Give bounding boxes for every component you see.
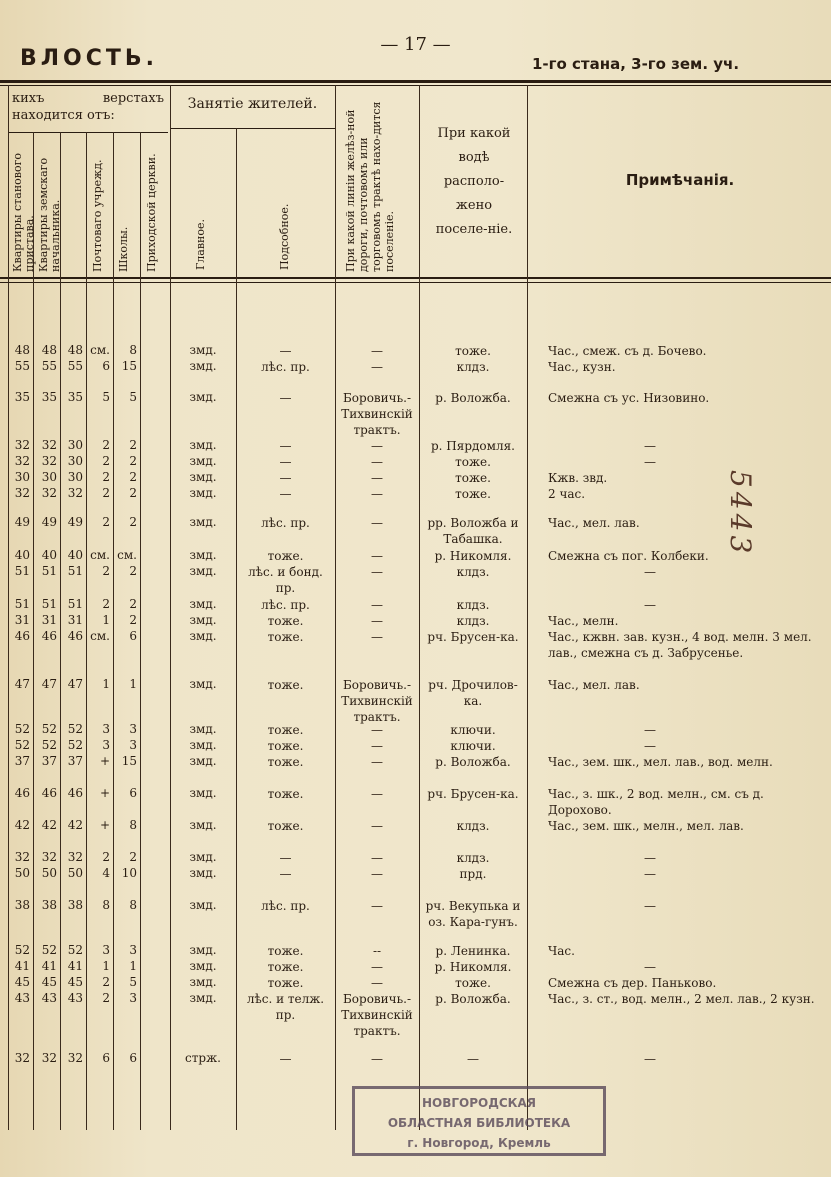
distance-cell: 42 xyxy=(67,818,83,832)
distance-cell: 37 xyxy=(41,754,57,768)
note-cell: Час., зем. шк., мелн., мел. лав. xyxy=(548,819,744,833)
distance-cell: 6 xyxy=(129,786,137,800)
distance-cell: 51 xyxy=(67,597,83,611)
occupation-main-cell: змд. xyxy=(189,850,217,864)
route-cell: — xyxy=(371,755,383,769)
water-cell: р. Воложба. xyxy=(435,391,511,405)
note-cell: Час., смеж. съ д. Бочево. xyxy=(548,344,707,358)
col-header-post: Почтоваго учрежд. xyxy=(91,159,104,272)
col-header-notes: Примѣчанія. xyxy=(625,171,735,189)
note-cell: 2 час. xyxy=(548,487,586,501)
page-number: — 17 — xyxy=(380,34,451,55)
occupation-sub-cell: — xyxy=(279,439,292,453)
occupation-sub-cell: тоже. xyxy=(267,678,304,692)
occupation-sub-cell: тоже. xyxy=(267,723,304,737)
distance-cell: 32 xyxy=(14,486,30,500)
route-cell: — xyxy=(371,1052,383,1066)
water-cell: клдз. xyxy=(456,360,490,374)
route-cell: Боровичь.- Тихвинскій трактъ. xyxy=(341,678,413,724)
occupation-sub-cell: тоже. xyxy=(267,630,304,644)
note-cell: — xyxy=(644,1052,656,1066)
route-cell: — xyxy=(371,630,383,644)
distance-cell: 52 xyxy=(67,722,83,736)
distance-cell: 37 xyxy=(67,754,83,768)
distance-cell: 51 xyxy=(14,564,30,578)
water-cell: прд. xyxy=(459,867,487,881)
occupation-main-cell: змд. xyxy=(189,438,217,452)
stamp-line-1: НОВГОРОДСКАЯ xyxy=(421,1096,537,1110)
note-cell: Час., зем. шк., мел. лав., вод. мелн. xyxy=(548,755,773,769)
distance-cell: 31 xyxy=(14,613,30,627)
distance-cell: 46 xyxy=(41,629,57,643)
distance-cell: 2 xyxy=(129,597,137,611)
distance-cell: 2 xyxy=(102,975,110,989)
distance-cell: 6 xyxy=(102,1051,110,1065)
occupation-sub-cell: — xyxy=(279,1052,292,1066)
route-cell: — xyxy=(371,344,383,358)
distance-group-header: кихъ верстахъ находится отъ: xyxy=(12,91,164,123)
distance-cell: 2 xyxy=(129,438,137,452)
water-cell: тоже. xyxy=(455,344,491,358)
water-cell: р. Никомля. xyxy=(434,960,512,974)
route-cell: — xyxy=(371,565,383,579)
distance-cell: 38 xyxy=(14,898,30,912)
occupation-main-cell: змд. xyxy=(189,738,217,752)
distance-cell: 2 xyxy=(102,486,110,500)
distance-cell: 2 xyxy=(129,454,137,468)
note-cell: Час., мел. лав. xyxy=(548,678,640,692)
note-cell: — xyxy=(644,565,656,579)
route-cell: Боровичь.- Тихвинскій трактъ. xyxy=(341,992,413,1038)
occupation-sub-cell: тоже. xyxy=(267,960,304,974)
distance-cell: 32 xyxy=(67,1051,83,1065)
distance-cell: 32 xyxy=(14,438,30,452)
note-cell: Час., кжвн. зав. кузн., 4 вод. мелн. 3 мел. лав., смежна съ д. Забрусенье. xyxy=(548,630,812,660)
distance-cell: 2 xyxy=(102,991,110,1005)
distance-cell: 45 xyxy=(41,975,57,989)
distance-cell: 2 xyxy=(102,438,110,452)
distance-cell: 51 xyxy=(67,564,83,578)
water-cell: р. Ленинка. xyxy=(435,944,511,958)
distance-cell: см. xyxy=(90,343,110,357)
note-cell: Смежна съ пог. Колбеки. xyxy=(548,549,709,563)
distance-cell: 30 xyxy=(14,470,30,484)
note-cell: — xyxy=(644,867,656,881)
distance-cell: 4 xyxy=(102,866,110,880)
water-cell: клдз. xyxy=(456,565,490,579)
occupation-main-cell: змд. xyxy=(189,975,217,989)
col-header-occ-sub: Подсобное. xyxy=(278,203,291,270)
distance-cell: 8 xyxy=(129,818,137,832)
distance-cell: 35 xyxy=(67,390,83,404)
occupation-main-cell: змд. xyxy=(189,722,217,736)
occupation-sub-cell: тоже. xyxy=(267,614,304,628)
water-cell: тоже. xyxy=(455,487,491,501)
occupation-main-cell: змд. xyxy=(189,677,217,691)
distance-cell: 47 xyxy=(14,677,30,691)
distance-cell: 3 xyxy=(102,722,110,736)
distance-cell: 40 xyxy=(67,548,83,562)
distance-cell: 2 xyxy=(102,850,110,864)
distance-cell: 41 xyxy=(67,959,83,973)
distance-cell: 43 xyxy=(67,991,83,1005)
occupation-sub-cell: лѣс. пр. xyxy=(261,598,310,612)
distance-cell: 3 xyxy=(129,738,137,752)
distance-cell: 8 xyxy=(129,343,137,357)
occupation-main-cell: змд. xyxy=(189,548,217,562)
distance-cell: 15 xyxy=(121,754,137,768)
note-cell: — xyxy=(644,455,656,469)
distance-cell: 30 xyxy=(67,438,83,452)
distance-cell: 6 xyxy=(102,359,110,373)
water-cell: рч. Брусен-ка. xyxy=(427,787,519,801)
distance-cell: 50 xyxy=(67,866,83,880)
distance-cell: 3 xyxy=(102,943,110,957)
distance-cell: 32 xyxy=(67,486,83,500)
distance-cell: 2 xyxy=(129,470,137,484)
distance-cell: 52 xyxy=(14,722,30,736)
distance-cell: 46 xyxy=(41,786,57,800)
occupation-sub-cell: — xyxy=(279,867,292,881)
distance-cell: + xyxy=(99,818,110,832)
distance-cell: 55 xyxy=(67,359,83,373)
note-cell: Час., з. ст., вод. мелн., 2 мел. лав., 2 кузн. xyxy=(548,992,815,1006)
note-cell: — xyxy=(644,899,656,913)
occupation-main-cell: змд. xyxy=(189,818,217,832)
distance-cell: 1 xyxy=(129,959,137,973)
occupation-main-cell: змд. xyxy=(189,754,217,768)
distance-cell: + xyxy=(99,754,110,768)
col-header-water: При какой водѣ располо-жено поселе-ніе. xyxy=(435,126,513,237)
water-cell: р. Воложба. xyxy=(435,992,511,1006)
distance-cell: 40 xyxy=(41,548,57,562)
distance-cell: 42 xyxy=(14,818,30,832)
water-cell: клдз. xyxy=(456,614,490,628)
route-cell: — xyxy=(371,360,383,374)
distance-cell: 6 xyxy=(129,629,137,643)
distance-cell: 47 xyxy=(41,677,57,691)
note-cell: — xyxy=(644,723,656,737)
route-cell: — xyxy=(371,455,383,469)
distance-cell: 5 xyxy=(129,390,137,404)
note-cell: Смежна съ ус. Низовино. xyxy=(548,391,710,405)
distance-cell: 32 xyxy=(14,454,30,468)
distance-cell: 32 xyxy=(67,850,83,864)
occupation-main-cell: змд. xyxy=(189,613,217,627)
distance-cell: + xyxy=(99,786,110,800)
water-cell: рч. Дрочилов-ка. xyxy=(428,678,518,708)
distance-cell: 38 xyxy=(41,898,57,912)
distance-cell: 51 xyxy=(14,597,30,611)
occupation-sub-cell: — xyxy=(279,455,292,469)
occupation-main-cell: стрж. xyxy=(185,1051,221,1065)
distance-cell: 30 xyxy=(67,454,83,468)
distance-cell: 37 xyxy=(14,754,30,768)
stamp-line-2: ОБЛАСТНАЯ БИБЛИОТЕКА xyxy=(387,1116,571,1130)
distance-cell: 10 xyxy=(121,866,137,880)
occupation-main-cell: змд. xyxy=(189,597,217,611)
distance-cell: 52 xyxy=(14,943,30,957)
col-header-zemsky: Квартиры земскаго начальника. xyxy=(37,157,62,272)
route-cell: — xyxy=(371,598,383,612)
occupation-group-header: Занятіе жителей. xyxy=(187,96,318,112)
note-cell: Час., кузн. xyxy=(548,360,616,374)
water-cell: ключи. xyxy=(450,723,496,737)
note-cell: Час., з. шк., 2 вод. мелн., см. съ д. Дорохово. xyxy=(548,787,764,817)
distance-cell: 46 xyxy=(67,786,83,800)
distance-cell: 55 xyxy=(41,359,57,373)
occupation-main-cell: змд. xyxy=(189,943,217,957)
header-volost: ВЛОСТЬ. xyxy=(20,46,159,71)
route-cell: — xyxy=(371,723,383,737)
distance-cell: 3 xyxy=(129,991,137,1005)
route-cell: — xyxy=(371,851,383,865)
distance-cell: 2 xyxy=(102,597,110,611)
note-cell: Смежна съ дер. Паньково. xyxy=(548,976,717,990)
route-cell: — xyxy=(371,471,383,485)
distance-cell: 35 xyxy=(41,390,57,404)
distance-cell: 32 xyxy=(14,850,30,864)
distance-cell: 45 xyxy=(14,975,30,989)
distance-cell: 2 xyxy=(102,470,110,484)
route-cell: — xyxy=(371,549,383,563)
distance-cell: 32 xyxy=(41,1051,57,1065)
distance-cell: 1 xyxy=(102,959,110,973)
occupation-main-cell: змд. xyxy=(189,959,217,973)
distance-cell: 2 xyxy=(129,564,137,578)
occupation-main-cell: змд. xyxy=(189,454,217,468)
note-cell: Час., мелн. xyxy=(548,614,619,628)
note-cell: Час., мел. лав. xyxy=(548,516,640,530)
distance-cell: 2 xyxy=(129,850,137,864)
distance-cell: 46 xyxy=(67,629,83,643)
occupation-main-cell: змд. xyxy=(189,898,217,912)
route-cell: — xyxy=(371,439,383,453)
distance-cell: 50 xyxy=(14,866,30,880)
distance-cell: 31 xyxy=(67,613,83,627)
distance-cell: 49 xyxy=(67,515,83,529)
distance-cell: 8 xyxy=(102,898,110,912)
route-cell: — xyxy=(371,516,383,530)
distance-cell: 32 xyxy=(41,454,57,468)
distance-cell: 52 xyxy=(14,738,30,752)
route-cell: — xyxy=(371,487,383,501)
water-cell: тоже. xyxy=(455,976,491,990)
distance-cell: 46 xyxy=(14,629,30,643)
occupation-main-cell: змд. xyxy=(189,786,217,800)
occupation-sub-cell: — xyxy=(279,851,292,865)
distance-cell: 1 xyxy=(102,677,110,691)
occupation-main-cell: змд. xyxy=(189,564,217,578)
distance-cell: 42 xyxy=(41,818,57,832)
distance-cell: 55 xyxy=(14,359,30,373)
distance-cell: 51 xyxy=(41,564,57,578)
distance-cell: 3 xyxy=(102,738,110,752)
distance-cell: 5 xyxy=(129,975,137,989)
occupation-sub-cell: лѣс. пр. xyxy=(261,360,310,374)
occupation-sub-cell: тоже. xyxy=(267,819,304,833)
distance-cell: 43 xyxy=(41,991,57,1005)
distance-cell: 32 xyxy=(41,438,57,452)
distance-cell: 38 xyxy=(67,898,83,912)
note-cell: Кжв. звд. xyxy=(548,471,608,485)
water-cell: р. Пярдомля. xyxy=(431,439,515,453)
distance-cell: 5 xyxy=(102,390,110,404)
distance-cell: 30 xyxy=(67,470,83,484)
occupation-main-cell: змд. xyxy=(189,390,217,404)
water-cell: клдз. xyxy=(456,598,490,612)
water-cell: тоже. xyxy=(455,471,491,485)
handwritten-number: 5443 xyxy=(724,470,757,558)
route-cell: — xyxy=(371,614,383,628)
distance-cell: 32 xyxy=(14,1051,30,1065)
distance-cell: 30 xyxy=(41,470,57,484)
occupation-sub-cell: — xyxy=(279,487,292,501)
distance-cell: 40 xyxy=(14,548,30,562)
water-cell: р. Никомля. xyxy=(434,549,512,563)
distance-cell: 31 xyxy=(41,613,57,627)
occupation-sub-cell: лѣс. и телж. пр. xyxy=(246,992,325,1022)
occupation-main-cell: змд. xyxy=(189,991,217,1005)
occupation-sub-cell: — xyxy=(279,391,292,405)
note-cell: — xyxy=(644,439,656,453)
note-cell: — xyxy=(644,739,656,753)
route-cell: — xyxy=(371,739,383,753)
distance-cell: 51 xyxy=(41,597,57,611)
occupation-sub-cell: тоже. xyxy=(267,787,304,801)
distance-cell: 49 xyxy=(14,515,30,529)
occupation-sub-cell: — xyxy=(279,344,292,358)
water-cell: рч. Брусен-ка. xyxy=(427,630,519,644)
distance-cell: 50 xyxy=(41,866,57,880)
route-cell: -- xyxy=(372,944,382,958)
route-cell: — xyxy=(371,899,383,913)
distance-cell: 49 xyxy=(41,515,57,529)
route-cell: — xyxy=(371,819,383,833)
distance-cell: 41 xyxy=(41,959,57,973)
occupation-sub-cell: лѣс. пр. xyxy=(261,899,310,913)
occupation-main-cell: змд. xyxy=(189,629,217,643)
distance-cell: 52 xyxy=(67,738,83,752)
occupation-sub-cell: лѣс. пр. xyxy=(261,516,310,530)
occupation-main-cell: змд. xyxy=(189,515,217,529)
distance-cell: 3 xyxy=(129,943,137,957)
distance-cell: 52 xyxy=(67,943,83,957)
water-cell: клдз. xyxy=(456,819,490,833)
distance-cell: 32 xyxy=(41,850,57,864)
distance-cell: 46 xyxy=(14,786,30,800)
water-cell: рр. Воложба и Табашка. xyxy=(427,516,519,546)
occupation-sub-cell: лѣс. и бонд. пр. xyxy=(248,565,323,595)
distance-cell: 6 xyxy=(129,1051,137,1065)
water-cell: ключи. xyxy=(450,739,496,753)
distance-cell: 2 xyxy=(129,613,137,627)
distance-cell: 48 xyxy=(14,343,30,357)
distance-cell: 2 xyxy=(129,515,137,529)
route-cell: — xyxy=(371,976,383,990)
distance-cell: см. xyxy=(90,548,110,562)
occupation-main-cell: змд. xyxy=(189,486,217,500)
route-cell: — xyxy=(371,787,383,801)
water-cell: тоже. xyxy=(455,455,491,469)
col-header-occ-main: Главное. xyxy=(194,219,207,270)
occupation-main-cell: змд. xyxy=(189,866,217,880)
distance-cell: 47 xyxy=(67,677,83,691)
distance-cell: 2 xyxy=(129,486,137,500)
route-cell: — xyxy=(371,867,383,881)
distance-cell: 1 xyxy=(129,677,137,691)
occupation-sub-cell: тоже. xyxy=(267,976,304,990)
distance-cell: 15 xyxy=(121,359,137,373)
distance-cell: 52 xyxy=(41,722,57,736)
note-cell: — xyxy=(644,598,656,612)
route-cell: — xyxy=(371,960,383,974)
distance-cell: 2 xyxy=(102,515,110,529)
occupation-main-cell: змд. xyxy=(189,343,217,357)
stamp-line-3: г. Новгород, Кремль xyxy=(407,1136,551,1150)
col-header-school: Школы. xyxy=(117,226,130,272)
occupation-sub-cell: тоже. xyxy=(267,549,304,563)
occupation-main-cell: змд. xyxy=(189,470,217,484)
library-stamp xyxy=(352,1086,606,1156)
distance-cell: 48 xyxy=(41,343,57,357)
note-cell: — xyxy=(644,851,656,865)
distance-cell: 41 xyxy=(14,959,30,973)
water-cell: — xyxy=(467,1052,479,1066)
occupation-sub-cell: — xyxy=(279,471,292,485)
note-cell: — xyxy=(644,960,656,974)
note-cell: Час. xyxy=(548,944,575,958)
water-cell: р. Воложба. xyxy=(435,755,511,769)
distance-cell: 32 xyxy=(41,486,57,500)
distance-cell: см. xyxy=(90,629,110,643)
col-header-route: При какой линіи желѣз-ной дороги, почтовомъ или торговомъ трактѣ нахо-дится поселеніе. xyxy=(344,101,396,272)
col-header-church: Приходской церкви. xyxy=(145,153,158,272)
distance-cell: 1 xyxy=(102,613,110,627)
distance-cell: 45 xyxy=(67,975,83,989)
occupation-sub-cell: тоже. xyxy=(267,944,304,958)
distance-cell: 2 xyxy=(102,454,110,468)
distance-cell: 52 xyxy=(41,738,57,752)
occupation-sub-cell: тоже. xyxy=(267,739,304,753)
route-cell: Боровичь.- Тихвинскій трактъ. xyxy=(341,391,413,437)
occupation-main-cell: змд. xyxy=(189,359,217,373)
distance-cell: 35 xyxy=(14,390,30,404)
occupation-sub-cell: тоже. xyxy=(267,755,304,769)
distance-cell: см. xyxy=(117,548,137,562)
distance-cell: 48 xyxy=(67,343,83,357)
distance-cell: 8 xyxy=(129,898,137,912)
distance-cell: 3 xyxy=(129,722,137,736)
header-stan: 1-го стана, 3-го зем. уч. xyxy=(532,55,740,73)
water-cell: клдз. xyxy=(456,851,490,865)
water-cell: рч. Векупька и оз. Кара-гунъ. xyxy=(425,899,521,929)
col-header-stanovoy: Квартиры станового пристава. xyxy=(11,153,36,272)
distance-cell: 2 xyxy=(102,564,110,578)
distance-cell: 52 xyxy=(41,943,57,957)
distance-cell: 43 xyxy=(14,991,30,1005)
